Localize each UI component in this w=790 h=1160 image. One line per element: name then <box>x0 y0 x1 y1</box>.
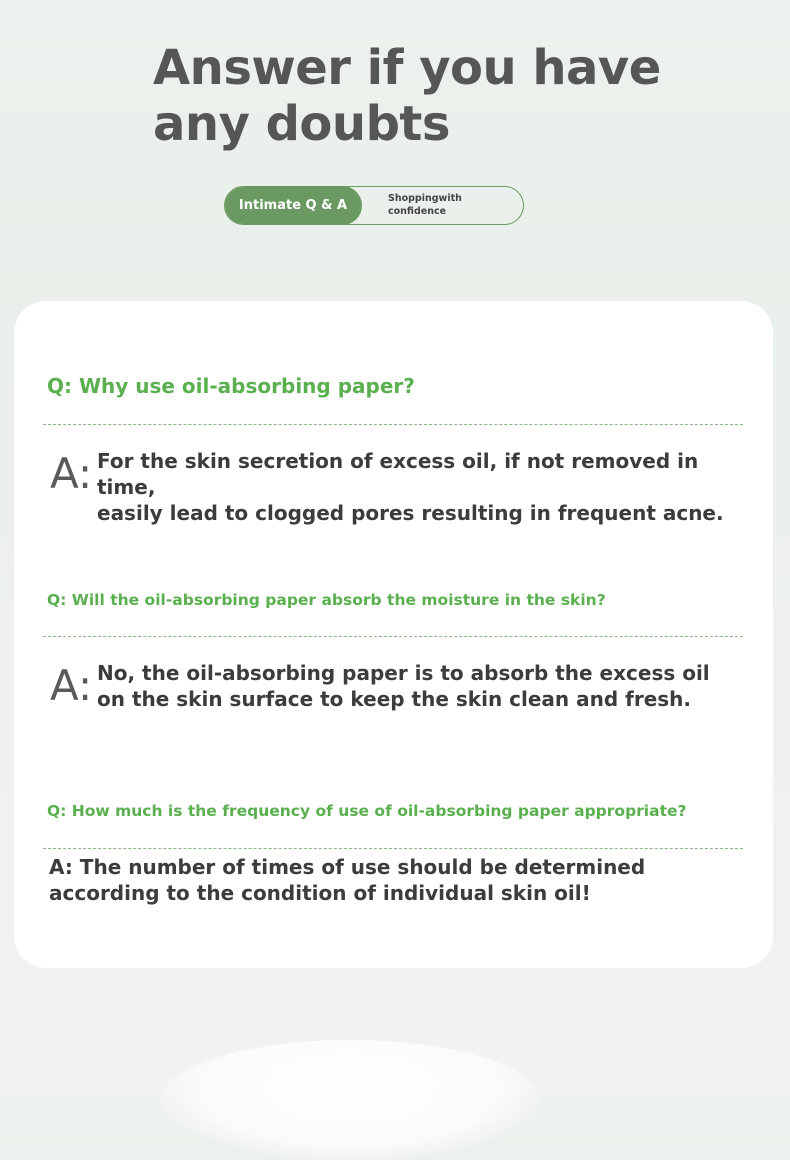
faq-answer-3 <box>49 854 729 906</box>
faq-answer-2 <box>97 660 747 712</box>
faq-divider-1 <box>43 424 743 425</box>
tab-switcher <box>224 186 524 225</box>
faq-answer-1-line-2: easily lead to clogged pores resulting in frequent acne. <box>97 501 724 525</box>
tab-shopping-with-confidence[interactable] <box>388 192 498 218</box>
tab-shopping-label-line-1: Shoppingwith <box>388 193 462 204</box>
faq-answer-2-line-1: No, the oil-absorbing paper is to absorb the excess oil <box>97 661 710 685</box>
tab-intimate-qa[interactable]: Intimate Q & A <box>224 186 362 225</box>
page-title-line-2: any doubts <box>153 96 450 152</box>
faq-answer-3-line-1: A: The number of times of use should be determined <box>49 855 646 879</box>
page-title <box>153 40 673 152</box>
faq-answer-2-line-2: on the skin surface to keep the skin clean and fresh. <box>97 687 691 711</box>
faq-answer-3-line-2: according to the condition of individual skin oil! <box>49 881 591 905</box>
faq-question-1: Q: Why use oil-absorbing paper? <box>47 374 415 398</box>
faq-answer-1-line-1: For the skin secretion of excess oil, if not removed in time, <box>97 449 699 499</box>
faq-answer-2-prefix: A: <box>50 661 93 710</box>
faq-question-3: Q: How much is the frequency of use of oil-absorbing paper appropriate? <box>47 802 687 820</box>
decorative-product-plate <box>160 1040 540 1160</box>
faq-answer-1 <box>97 448 747 526</box>
faq-divider-3 <box>43 848 743 849</box>
faq-question-2: Q: Will the oil-absorbing paper absorb the moisture in the skin? <box>47 591 606 609</box>
page-title-line-1: Answer if you have <box>153 40 661 96</box>
faq-divider-2 <box>43 636 743 637</box>
faq-card <box>14 301 773 968</box>
tab-shopping-label-line-2: confidence <box>388 206 447 217</box>
faq-answer-1-prefix: A: <box>50 449 93 498</box>
